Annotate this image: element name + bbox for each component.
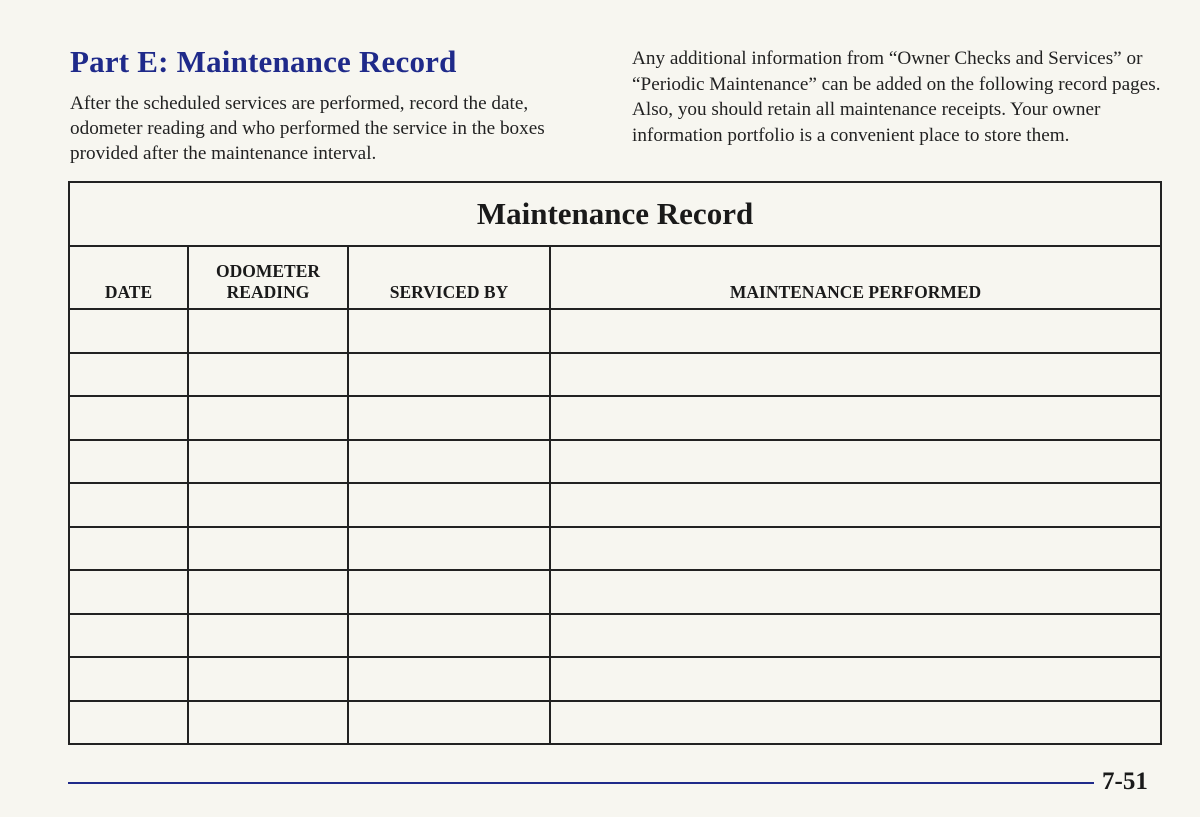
maintenance-cell[interactable] — [550, 396, 1161, 440]
column-header-maintenance-label: MAINTENANCE PERFORMED — [729, 282, 982, 302]
odometer-cell[interactable] — [188, 353, 348, 397]
table-row — [69, 701, 1161, 745]
maintenance-cell[interactable] — [550, 614, 1161, 658]
column-header-maintenance-performed — [550, 246, 1161, 309]
column-header-date — [69, 246, 188, 309]
odometer-cell[interactable] — [188, 614, 348, 658]
table-title-row — [69, 182, 1161, 246]
maintenance-cell[interactable] — [550, 527, 1161, 571]
table-row — [69, 309, 1161, 353]
maintenance-cell[interactable] — [550, 657, 1161, 701]
table-row — [69, 614, 1161, 658]
odometer-cell[interactable] — [188, 483, 348, 527]
table-row — [69, 440, 1161, 484]
odometer-cell[interactable] — [188, 657, 348, 701]
serviced-by-cell[interactable] — [348, 527, 550, 571]
odometer-cell[interactable] — [188, 440, 348, 484]
serviced-by-cell[interactable] — [348, 309, 550, 353]
odometer-cell[interactable] — [188, 701, 348, 745]
serviced-by-cell[interactable] — [348, 440, 550, 484]
intro-paragraph-right: Any additional information from “Owner Checks and Services” or “Periodic Maintenance” can be added on the following record pages. Also, you should retain all maintenance receipts. Your owner information portfolio is a convenient place to store them. — [632, 48, 1161, 146]
footer-rule — [68, 782, 1094, 784]
maintenance-cell[interactable] — [550, 483, 1161, 527]
odometer-cell[interactable] — [188, 309, 348, 353]
serviced-by-cell[interactable] — [348, 483, 550, 527]
date-cell[interactable] — [69, 614, 188, 658]
serviced-by-cell[interactable] — [348, 614, 550, 658]
serviced-by-cell[interactable] — [348, 396, 550, 440]
maintenance-cell[interactable] — [550, 570, 1161, 614]
intro-paragraph-left: After the scheduled services are performed, record the date, odometer reading and who performed the service in the boxes provided after the maintenance interval. — [70, 93, 545, 164]
table-row — [69, 527, 1161, 571]
odometer-cell[interactable] — [188, 396, 348, 440]
serviced-by-cell[interactable] — [348, 570, 550, 614]
column-header-date-label: DATE — [104, 282, 153, 302]
maintenance-cell[interactable] — [550, 353, 1161, 397]
date-cell[interactable] — [69, 570, 188, 614]
date-cell[interactable] — [69, 657, 188, 701]
date-cell[interactable] — [69, 353, 188, 397]
date-cell[interactable] — [69, 309, 188, 353]
table-title: Maintenance Record — [69, 182, 1161, 246]
page-number: 7-51 — [1102, 768, 1148, 795]
column-header-odometer-line1: ODOMETER — [215, 261, 321, 281]
date-cell[interactable] — [69, 483, 188, 527]
date-cell[interactable] — [69, 527, 188, 571]
column-header-serviced-by-label: SERVICED BY — [389, 282, 509, 302]
column-header-serviced-by — [348, 246, 550, 309]
maintenance-record-table — [68, 181, 1162, 745]
table-row — [69, 353, 1161, 397]
table-header-row — [69, 246, 1161, 309]
serviced-by-cell[interactable] — [348, 701, 550, 745]
date-cell[interactable] — [69, 701, 188, 745]
odometer-cell[interactable] — [188, 527, 348, 571]
maintenance-cell[interactable] — [550, 309, 1161, 353]
date-cell[interactable] — [69, 396, 188, 440]
table-row — [69, 396, 1161, 440]
column-header-odometer — [188, 246, 348, 309]
table-row — [69, 657, 1161, 701]
maintenance-cell[interactable] — [550, 701, 1161, 745]
column-header-odometer-line2: READING — [226, 282, 310, 302]
date-cell[interactable] — [69, 440, 188, 484]
maintenance-cell[interactable] — [550, 440, 1161, 484]
table-row — [69, 483, 1161, 527]
table-row — [69, 570, 1161, 614]
page-heading: Part E: Maintenance Record — [70, 44, 457, 79]
serviced-by-cell[interactable] — [348, 657, 550, 701]
serviced-by-cell[interactable] — [348, 353, 550, 397]
odometer-cell[interactable] — [188, 570, 348, 614]
